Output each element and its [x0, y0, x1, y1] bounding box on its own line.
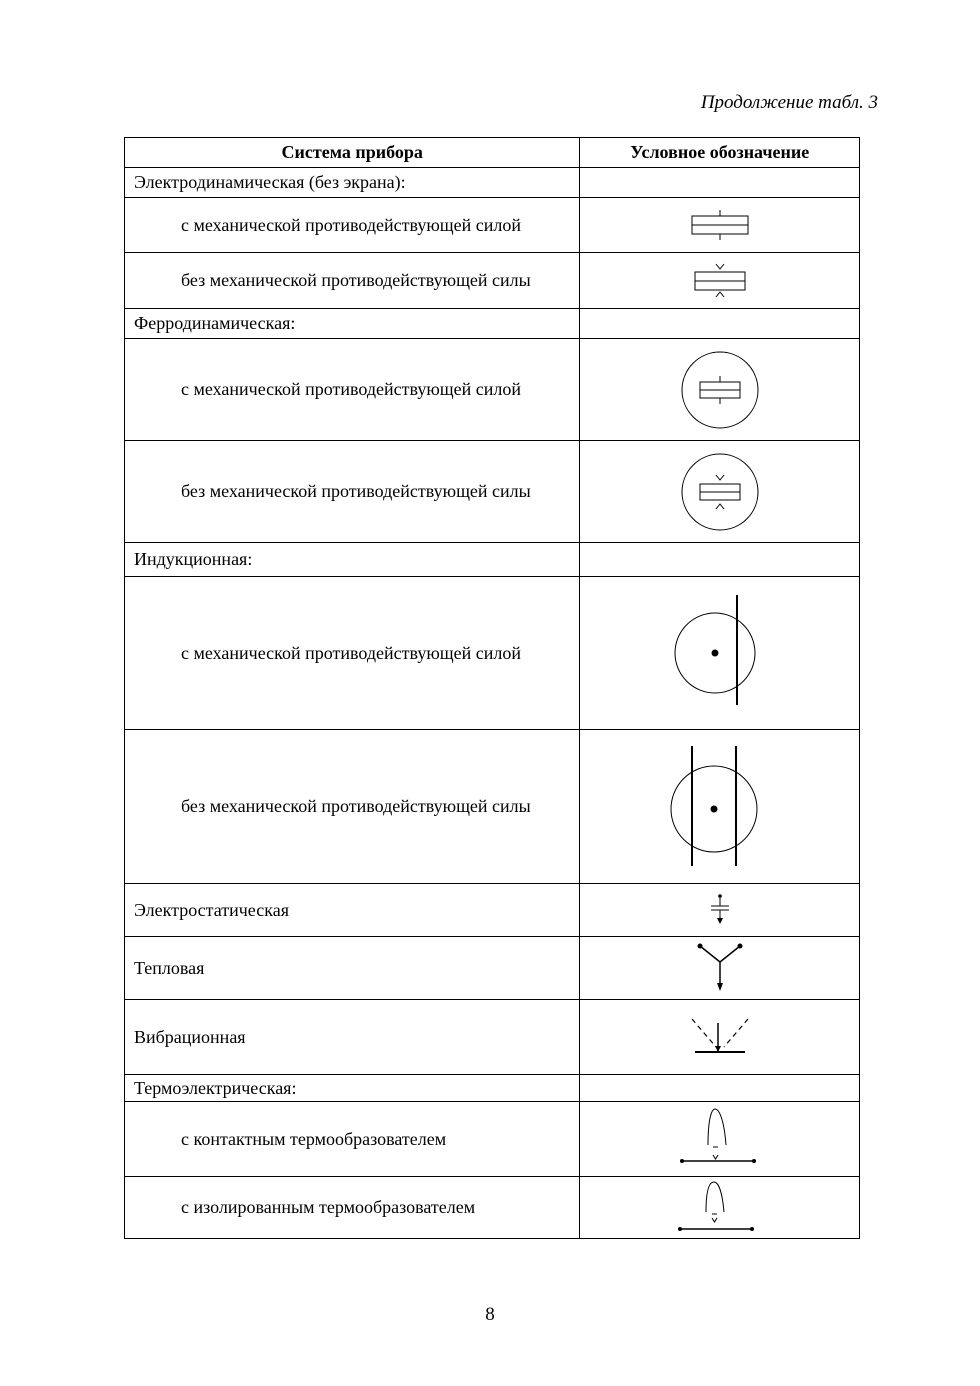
ferrodynamic-with-spring-icon: [675, 345, 765, 435]
row-label: Тепловая: [125, 937, 580, 1000]
thermocouple-contact-icon: [678, 1107, 762, 1171]
symbol-cell-empty: [580, 1075, 860, 1102]
table-row: [125, 339, 860, 441]
thermocouple-isolated-icon: [678, 1180, 762, 1236]
table-row: [125, 1000, 860, 1075]
row-label: с механической противодействующей силой: [125, 198, 580, 253]
electrodynamic-with-spring-icon: [685, 203, 755, 247]
induction-without-spring-icon: [670, 744, 770, 870]
ferrodynamic-without-spring-icon: [675, 447, 765, 537]
table-row: [125, 441, 860, 543]
table-row: [125, 1177, 860, 1239]
row-label: без механической противодействующей силы: [125, 730, 580, 884]
row-label: Вибрационная: [125, 1000, 580, 1075]
table-continuation-caption: Продолжение табл. 3: [700, 92, 878, 113]
row-label: без механической противодействующей силы: [125, 441, 580, 543]
page-number: 8: [485, 1304, 495, 1325]
table-header-row: [125, 138, 860, 168]
instrument-systems-table: [124, 137, 860, 1239]
symbol-cell-empty: [580, 168, 860, 198]
row-label: с изолированным термообразователем: [125, 1177, 580, 1239]
table-row: [125, 253, 860, 309]
table-row: [125, 309, 860, 339]
row-label: с контактным термообразователем: [125, 1102, 580, 1177]
row-label: Ферродинамическая:: [125, 309, 580, 339]
table-row: [125, 1102, 860, 1177]
table-row: [125, 1075, 860, 1102]
row-label: Электростатическая: [125, 884, 580, 937]
table-row: [125, 937, 860, 1000]
header-symbol: Условное обозначение: [580, 138, 860, 168]
row-label: с механической противодействующей силой: [125, 339, 580, 441]
row-label: с механической противодействующей силой: [125, 577, 580, 730]
row-label: без механической противодействующей силы: [125, 253, 580, 309]
table-row: [125, 884, 860, 937]
electrostatic-icon: [705, 892, 735, 928]
table-row: [125, 730, 860, 884]
table-row: [125, 168, 860, 198]
row-label: Термоэлектрическая:: [125, 1075, 580, 1102]
row-label: Индукционная:: [125, 543, 580, 577]
symbol-cell-empty: [580, 309, 860, 339]
symbol-cell-empty: [580, 543, 860, 577]
induction-with-spring-icon: [670, 593, 770, 713]
header-system: Система прибора: [125, 138, 580, 168]
table-row: [125, 198, 860, 253]
table-row: [125, 543, 860, 577]
table-row: [125, 577, 860, 730]
row-label: Электродинамическая (без экрана):: [125, 168, 580, 198]
electrodynamic-without-spring-icon: [685, 259, 755, 303]
thermal-icon: [692, 940, 748, 996]
vibration-icon: [688, 1017, 752, 1057]
